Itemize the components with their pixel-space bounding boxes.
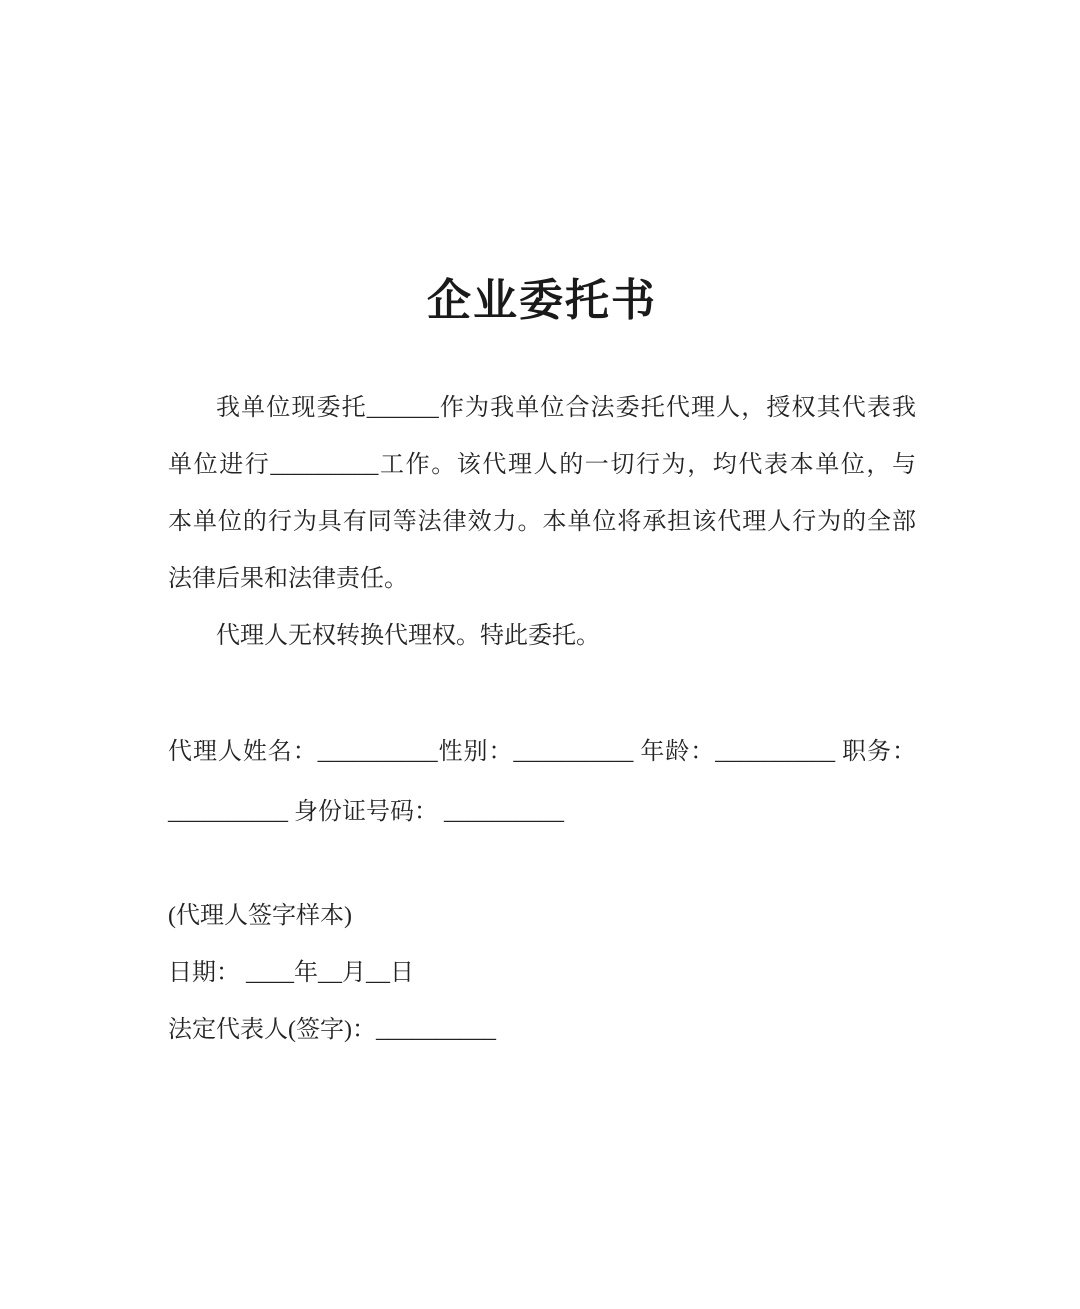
body-line-5-closing: 代理人无权转换代理权。特此委托。 xyxy=(216,623,600,649)
signature-sample-note: (代理人签字样本) xyxy=(168,903,352,929)
body-paragraphs xyxy=(168,380,916,665)
body-line-1: 我单位现委托______作为我单位合法委托代理人，授权其代表我 xyxy=(216,395,916,421)
agent-info-fields xyxy=(168,722,916,842)
date-line: 日期： ____年__月__日 xyxy=(168,960,414,986)
document-title-text: 企业委托书 xyxy=(427,276,657,325)
agent-fields-line-1: 代理人姓名：__________性别：__________ 年龄：__________ 职务： xyxy=(168,739,916,765)
body-line-3: 本单位的行为具有同等法律效力。本单位将承担该代理人行为的全部 xyxy=(168,509,916,535)
legal-representative-line: 法定代表人(签字)：__________ xyxy=(168,1017,496,1043)
document-title xyxy=(168,0,916,328)
signature-block xyxy=(168,888,916,1059)
body-line-4: 法律后果和法律责任。 xyxy=(168,566,408,592)
body-line-2: 单位进行_________工作。该代理人的一切行为，均代表本单位，与 xyxy=(168,452,916,478)
agent-fields-line-2: __________ 身份证号码： __________ xyxy=(168,799,564,825)
